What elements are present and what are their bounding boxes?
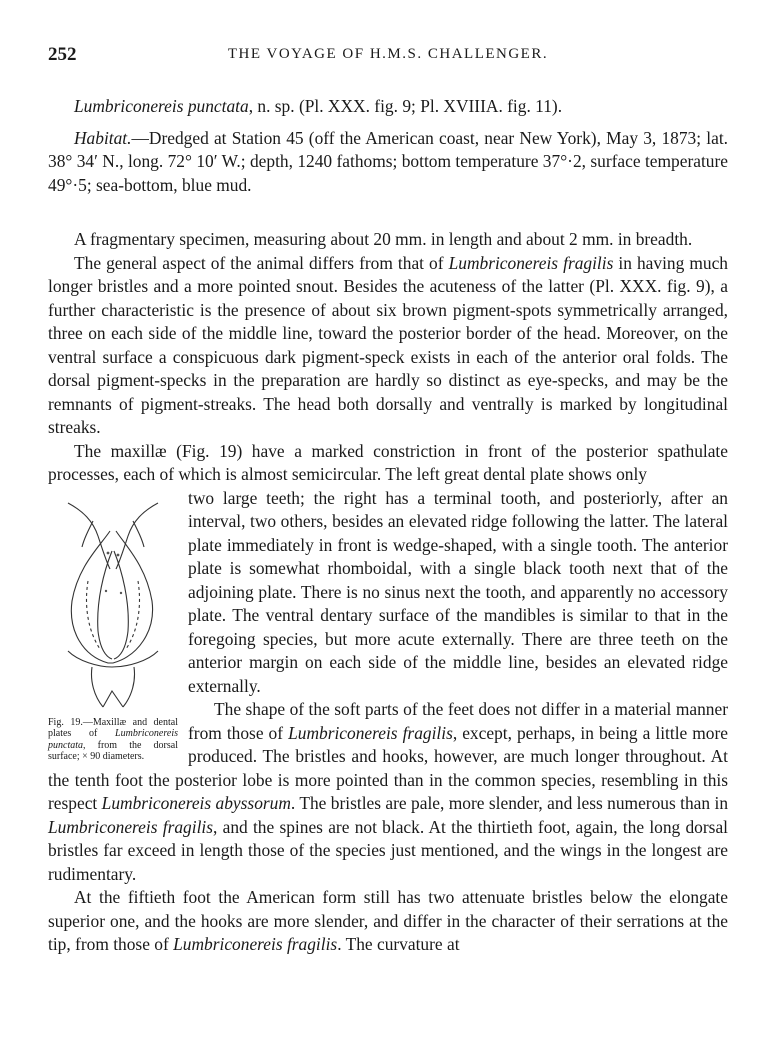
paragraph-5: At the fiftieth foot the American form still has two attenuate bristles below the elongate superior one, and the hooks are more slender, and differ in the character of their serrations at the tip, from those of Lumbriconereis fragilis. The curvature at [48, 887, 728, 954]
body-text [48, 228, 728, 957]
page-number: 252 [48, 44, 77, 65]
paragraph-3-continued: two large teeth; the right has a terminal tooth, and posteriorly, after an interval, two others, besides an elevated ridge following the latter. The lateral plate immediately in front is wedge-shaped, with a single tooth. The anterior plate is somewhat rhomboidal, with a single black tooth next that of the adjoining plate. There is no sinus next the tooth, and apparently no accessory plate. The ventral dentary surface of the mandibles is similar to that in the foregoing species, but more acute externally. There are three teeth on the anterior margin on each side of the middle line, besides an elevated ridge externally. [188, 487, 728, 696]
habitat-label: Habitat. [74, 127, 132, 148]
right-process-outline [116, 503, 158, 569]
maxilla-outline [71, 531, 152, 663]
figure-wrap [48, 487, 728, 887]
species-name: Lumbriconereis punctata [74, 96, 249, 116]
mandible-outline [91, 667, 134, 707]
running-title: THE VOYAGE OF H.M.S. CHALLENGER. [227, 46, 549, 62]
habitat-paragraph [48, 127, 728, 198]
figure-19 [48, 491, 178, 763]
figure-label: Fig. 19. [48, 716, 83, 728]
maxillae-drawing [48, 491, 178, 711]
species-heading [48, 95, 728, 119]
paragraph-1: A fragmentary specimen, measuring about 20 mm. in length and about 2 mm. in breadth. [74, 229, 693, 249]
species-reference: , n. sp. (Pl. XXX. fig. 9; Pl. XVIIIA. fig. 11). [248, 96, 563, 116]
paragraph-3: The maxillæ (Fig. 19) have a marked constriction in front of the posterior spathulate processes, each of which is almost semicircular. The left great dental plate shows only [48, 440, 728, 484]
species-block [48, 95, 728, 197]
page-header [48, 44, 728, 68]
figure-caption: Fig. 19.—Maxillæ and dental plates of Lumbriconereis punctata, from the dorsal surface; × 90 diameters. [48, 716, 178, 762]
paragraph-2: The general aspect of the animal differs from that of Lumbriconereis fragilis in having much longer bristles and a more pointed snout. Besides the acuteness of the latter (Pl. XXX. fig. 9), a further characteristic is the presence of about six brown pigment-spots symmetrically arranged, three on each side of the middle line, toward the posterior border of the head. Moreover, on the ventral surface a conspicuous dark pigment-speck exists in each of the anterior oral folds. The dorsal pigment-specks in the preparation are hardly so distinct as eye-specks, and may be the remnants of pigment-streaks. The head both dorsally and ventrally is marked by longitudinal streaks. [48, 252, 728, 437]
paragraph-4: The shape of the soft parts of the feet does not differ in a material manner from those of Lumbriconereis fragilis, except, perhaps, in being a little more produced. The bristles and hooks, however, are much longer throughout. At the tenth foot the posterior lobe is more pointed than in the common species, resembling in this respect Lumbriconereis abyssorum. The bristles are pale, more slender, and less numerous than in Lumbriconereis fragilis, and the spines are not black. At the thirtieth foot, again, the long dorsal bristles far exceed in length those of the species just mentioned, and the wings in the longest are rudimentary. [48, 699, 729, 884]
habitat-text: —Dredged at Station 45 (off the American coast, near New York), May 3, 1873; lat. 38° 34′ N., long. 72° 10′ W.; depth, 1240 fathoms; bottom temperature 37°·2, surface temperature 49°·5; sea-bottom, blue mud. [48, 127, 728, 195]
